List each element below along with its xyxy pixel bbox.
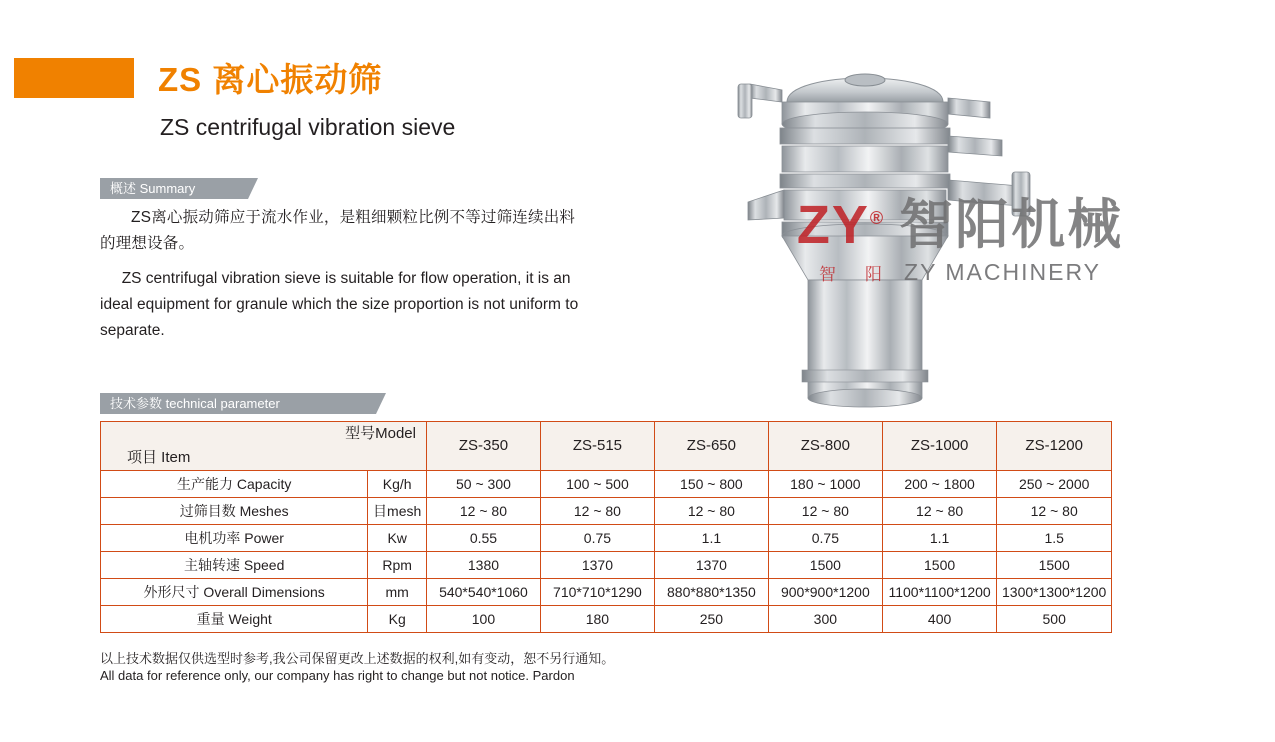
model-header-4: ZS-1000 xyxy=(882,422,997,471)
cell-capacity-0: 50 ~ 300 xyxy=(426,471,540,498)
row-label-weight: 重量 Weight xyxy=(101,606,368,633)
cell-power-4: 1.1 xyxy=(882,525,997,552)
cell-meshes-2: 12 ~ 80 xyxy=(654,498,768,525)
row-unit-meshes: 目mesh xyxy=(368,498,427,525)
cell-speed-4: 1500 xyxy=(882,552,997,579)
cell-meshes-1: 12 ~ 80 xyxy=(540,498,654,525)
cell-meshes-0: 12 ~ 80 xyxy=(426,498,540,525)
cell-power-1: 0.75 xyxy=(540,525,654,552)
cell-speed-3: 1500 xyxy=(768,552,882,579)
row-unit-dimensions: mm xyxy=(368,579,427,606)
table-row xyxy=(101,552,1112,579)
cell-dimensions-2: 880*880*1350 xyxy=(654,579,768,606)
cell-speed-1: 1370 xyxy=(540,552,654,579)
row-label-power: 电机功率 Power xyxy=(101,525,368,552)
cell-capacity-5: 250 ~ 2000 xyxy=(997,471,1112,498)
cell-power-5: 1.5 xyxy=(997,525,1112,552)
row-label-meshes: 过筛目数 Meshes xyxy=(101,498,368,525)
row-unit-speed: Rpm xyxy=(368,552,427,579)
cell-meshes-3: 12 ~ 80 xyxy=(768,498,882,525)
table-row xyxy=(101,606,1112,633)
footnote-en: All data for reference only, our company has right to change but not notice. Pardon xyxy=(100,668,575,683)
cell-weight-5: 500 xyxy=(997,606,1112,633)
model-header-1: ZS-515 xyxy=(540,422,654,471)
orange-accent-bar xyxy=(14,58,134,98)
cell-capacity-1: 100 ~ 500 xyxy=(540,471,654,498)
watermark-brand-en: ZY MACHINERY xyxy=(904,259,1101,285)
table-row xyxy=(101,471,1112,498)
summary-section-label: 概述 Summary xyxy=(100,178,248,199)
cell-power-2: 1.1 xyxy=(654,525,768,552)
model-header-5: ZS-1200 xyxy=(997,422,1112,471)
cell-weight-3: 300 xyxy=(768,606,882,633)
corner-model-label: 型号Model xyxy=(345,425,416,442)
row-unit-weight: Kg xyxy=(368,606,427,633)
model-header-3: ZS-800 xyxy=(768,422,882,471)
watermark-registered-mark: ® xyxy=(869,208,886,228)
cell-speed-2: 1370 xyxy=(654,552,768,579)
cell-weight-2: 250 xyxy=(654,606,768,633)
cell-speed-0: 1380 xyxy=(426,552,540,579)
cell-power-0: 0.55 xyxy=(426,525,540,552)
watermark-zy: ZY xyxy=(796,195,870,255)
model-header-2: ZS-650 xyxy=(654,422,768,471)
product-image xyxy=(690,40,1230,410)
row-label-dimensions: 外形尺寸 Overall Dimensions xyxy=(101,579,368,606)
watermark-brand-cn-small: 智 阳 xyxy=(819,265,889,284)
cell-dimensions-5: 1300*1300*1200 xyxy=(997,579,1112,606)
model-header-0: ZS-350 xyxy=(426,422,540,471)
cell-dimensions-4: 1100*1100*1200 xyxy=(882,579,997,606)
cell-weight-0: 100 xyxy=(426,606,540,633)
row-label-speed: 主轴转速 Speed xyxy=(101,552,368,579)
page-title-cn: ZS 离心振动筛 xyxy=(158,61,383,98)
cell-dimensions-3: 900*900*1200 xyxy=(768,579,882,606)
row-unit-power: Kw xyxy=(368,525,427,552)
row-label-capacity: 生产能力 Capacity xyxy=(101,471,368,498)
summary-text-block xyxy=(100,205,590,344)
table-row xyxy=(101,525,1112,552)
corner-item-label: 项目 Item xyxy=(127,449,191,466)
cell-dimensions-1: 710*710*1290 xyxy=(540,579,654,606)
cell-weight-1: 180 xyxy=(540,606,654,633)
table-corner-cell xyxy=(101,422,427,471)
cell-power-3: 0.75 xyxy=(768,525,882,552)
watermark-brand-cn: 智阳机械 xyxy=(899,195,1124,255)
table-header-row xyxy=(101,422,1112,471)
sieve-machine-illustration xyxy=(690,40,1230,410)
page-title-en: ZS centrifugal vibration sieve xyxy=(160,114,456,140)
technical-parameter-table xyxy=(100,421,1112,633)
cell-meshes-4: 12 ~ 80 xyxy=(882,498,997,525)
cell-capacity-2: 150 ~ 800 xyxy=(654,471,768,498)
tech-section-label: 技术参数 technical parameter xyxy=(100,393,376,414)
cell-weight-4: 400 xyxy=(882,606,997,633)
cell-capacity-3: 180 ~ 1000 xyxy=(768,471,882,498)
summary-paragraph-en: ZS centrifugal vibration sieve is suitable for flow operation, it is an ideal equipment for granule which the size proportion is not uniform to separate. xyxy=(100,270,579,339)
table-row xyxy=(101,498,1112,525)
footnote-cn: 以上技术数据仅供选型时参考,我公司保留更改上述数据的权利,如有变动，恕不另行通知。 xyxy=(100,651,615,666)
cell-dimensions-0: 540*540*1060 xyxy=(426,579,540,606)
cell-meshes-5: 12 ~ 80 xyxy=(997,498,1112,525)
summary-paragraph-cn: ZS离心振动筛应于流水作业，是粗细颗粒比例不等过筛连续出料的理想设备。 xyxy=(100,209,576,252)
table-row xyxy=(101,579,1112,606)
cell-speed-5: 1500 xyxy=(997,552,1112,579)
row-unit-capacity: Kg/h xyxy=(368,471,427,498)
cell-capacity-4: 200 ~ 1800 xyxy=(882,471,997,498)
footnote xyxy=(100,650,800,684)
